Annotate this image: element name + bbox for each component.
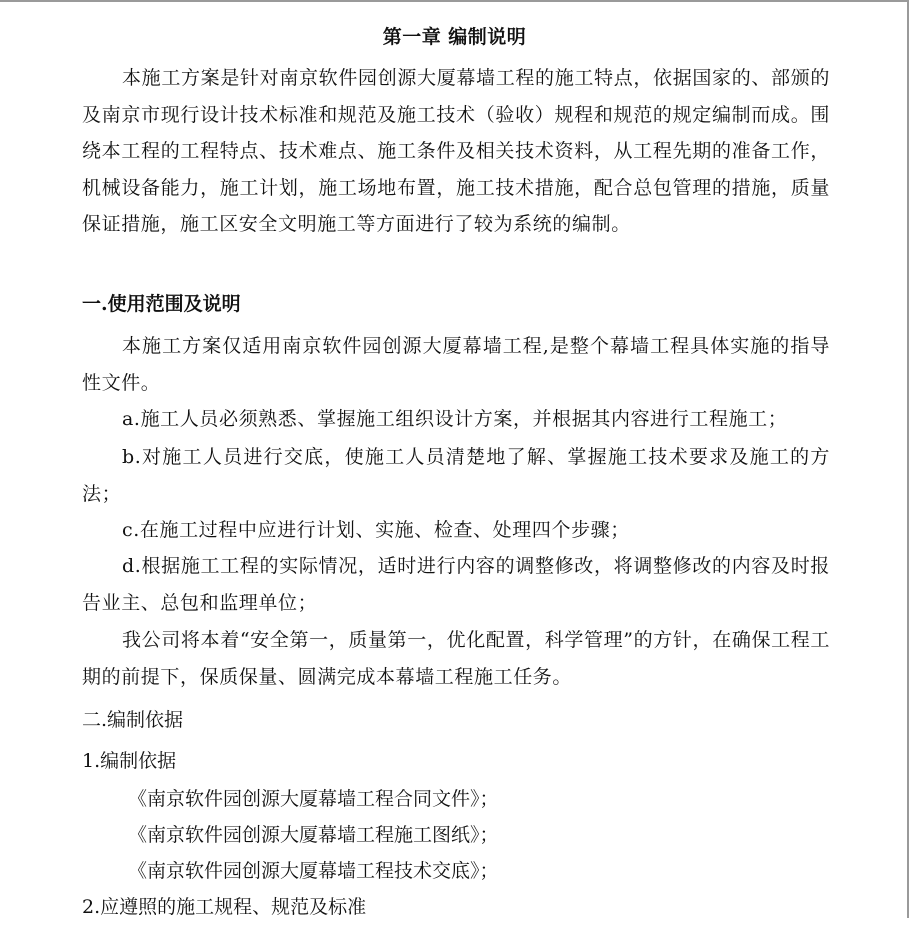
list-item-a: a.施工人员必须熟悉、掌握施工组织设计方案，并根据其内容进行工程施工；: [122, 408, 788, 430]
section1-closing: 我公司将本着“安全第一，质量第一，优化配置，科学管理”的方针，在确保工程工期的前提下，保质保量、圆满完成本幕墙工程施工任务。: [82, 629, 830, 688]
list-item-d: d.根据施工工程的实际情况，适时进行内容的调整修改，将调整修改的内容及时报告业主、总包和监理单位；: [82, 555, 830, 614]
reference-technical-briefing: 《南京软件园创源大厦幕墙工程技术交底》；: [128, 860, 499, 882]
section2-heading: 二.编制依据: [82, 709, 184, 731]
chapter-title: 第一章 编制说明: [382, 26, 527, 48]
section2-sub1-heading: 1.编制依据: [82, 750, 177, 772]
list-item-b: b.对施工人员进行交底，使施工人员清楚地了解、掌握施工技术要求及施工的方法；: [82, 446, 830, 505]
section1-heading: 一.使用范围及说明: [82, 293, 241, 315]
list-item-c: c.在施工过程中应进行计划、实施、检查、处理四个步骤；: [122, 519, 630, 541]
reference-contract: 《南京软件园创源大厦幕墙工程合同文件》；: [128, 788, 499, 810]
section2-sub2-heading: 2.应遵照的施工规程、规范及标准: [82, 896, 367, 918]
intro-paragraph: 本施工方案是针对南京软件园创源大厦幕墙工程的施工特点，依据国家的、部颁的及南京市现行设计技术标准和规范及施工技术（验收）规程和规范的规定编制而成。围绕本工程的工程特点、技术难点、施工条件及相关技术资料，从工程先期的准备工作，机械设备能力，施工计划，施工场地布置，施工技术措施，配合总包管理的措施，质量保证措施，施工区安全文明施工等方面进行了较为系统的编制。: [82, 67, 830, 235]
section1-paragraph: 本施工方案仅适用南京软件园创源大厦幕墙工程,是整个幕墙工程具体实施的指导性文件。: [82, 335, 830, 394]
reference-drawings: 《南京软件园创源大厦幕墙工程施工图纸》；: [128, 824, 499, 846]
